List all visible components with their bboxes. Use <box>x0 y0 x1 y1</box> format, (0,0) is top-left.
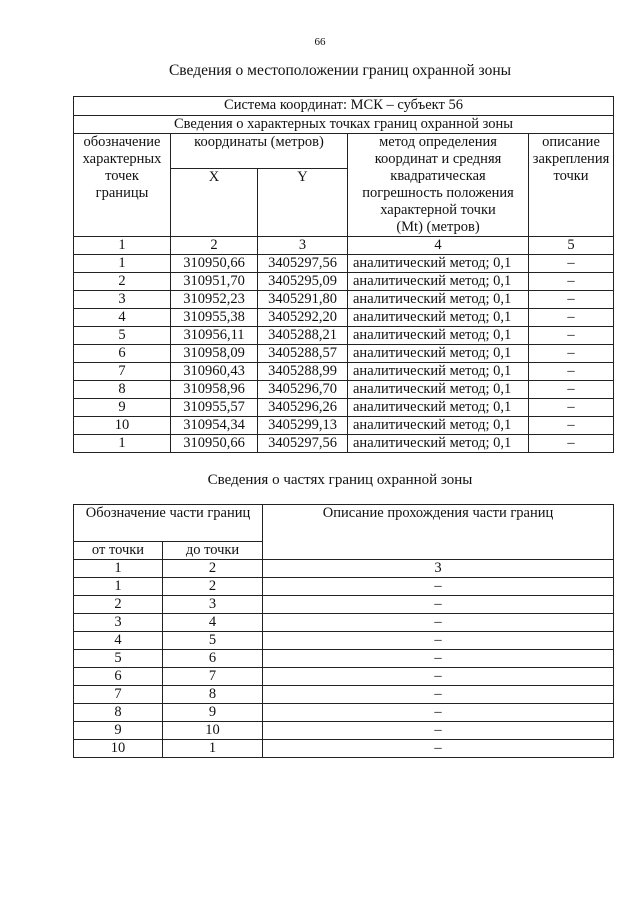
description-cell: – <box>529 273 614 291</box>
column-number: 1 <box>74 237 171 255</box>
table-subtitle: Сведения о характерных точках границ охранной зоны <box>74 116 614 134</box>
coord-system-header: Система координат: МСК – субъект 56 <box>74 97 614 116</box>
header-point-designation <box>74 134 171 237</box>
description-cell: – <box>529 399 614 417</box>
x-coordinate-cell: 310955,57 <box>171 399 258 417</box>
table-row <box>74 722 614 740</box>
from-point-cell: 3 <box>74 614 163 632</box>
to-point-cell: 6 <box>163 650 263 668</box>
header-text: характерной точки <box>380 202 496 218</box>
to-point-cell: 4 <box>163 614 263 632</box>
to-point-cell: 8 <box>163 686 263 704</box>
point-cell: 9 <box>74 399 171 417</box>
table-row <box>74 273 614 291</box>
y-coordinate-cell: 3405288,57 <box>258 345 348 363</box>
description-cell: – <box>529 363 614 381</box>
x-coordinate-cell: 310956,11 <box>171 327 258 345</box>
description-cell: – <box>529 255 614 273</box>
header-method <box>348 134 529 237</box>
boundary-parts-table <box>73 504 614 758</box>
to-point-cell: 9 <box>163 704 263 722</box>
table-row <box>74 291 614 309</box>
point-cell: 3 <box>74 291 171 309</box>
header-to-point: до точки <box>163 542 263 560</box>
point-cell: 10 <box>74 417 171 435</box>
method-cell: аналитический метод; 0,1 <box>348 399 529 417</box>
table-row <box>74 309 614 327</box>
table-row <box>74 704 614 722</box>
x-coordinate-cell: 310958,09 <box>171 345 258 363</box>
column-number-row <box>74 237 614 255</box>
method-cell: аналитический метод; 0,1 <box>348 291 529 309</box>
header-x: X <box>171 169 258 237</box>
header-part-description: Описание прохождения части границ <box>263 505 614 560</box>
boundary-points-table <box>73 96 614 453</box>
part-description-cell: – <box>263 686 614 704</box>
table-row <box>74 363 614 381</box>
to-point-cell: 5 <box>163 632 263 650</box>
column-number-row <box>74 560 614 578</box>
from-point-cell: 1 <box>74 578 163 596</box>
header-text: характерных <box>82 151 162 167</box>
point-cell: 2 <box>74 273 171 291</box>
header-text: точки <box>553 168 589 184</box>
column-number: 5 <box>529 237 614 255</box>
table-row <box>74 668 614 686</box>
part-description-cell: – <box>263 740 614 758</box>
from-point-cell: 10 <box>74 740 163 758</box>
section1-title: Сведения о местоположении границ охранной зоны <box>168 62 512 79</box>
description-cell: – <box>529 309 614 327</box>
header-text: метод определения <box>379 134 497 150</box>
part-description-cell: – <box>263 614 614 632</box>
x-coordinate-cell: 310955,38 <box>171 309 258 327</box>
from-point-cell: 7 <box>74 686 163 704</box>
part-description-cell: – <box>263 704 614 722</box>
table-row <box>74 327 614 345</box>
description-cell: – <box>529 435 614 453</box>
table-row <box>74 596 614 614</box>
from-point-cell: 2 <box>74 596 163 614</box>
y-coordinate-cell: 3405297,56 <box>258 255 348 273</box>
column-number: 1 <box>74 560 163 578</box>
description-cell: – <box>529 327 614 345</box>
to-point-cell: 1 <box>163 740 263 758</box>
part-description-cell: – <box>263 596 614 614</box>
method-cell: аналитический метод; 0,1 <box>348 273 529 291</box>
header-text: погрешность положения <box>362 185 514 201</box>
from-point-cell: 5 <box>74 650 163 668</box>
from-point-cell: 9 <box>74 722 163 740</box>
header-text: точек <box>105 168 139 184</box>
table-row <box>74 686 614 704</box>
from-point-cell: 8 <box>74 704 163 722</box>
method-cell: аналитический метод; 0,1 <box>348 255 529 273</box>
x-coordinate-cell: 310952,23 <box>171 291 258 309</box>
table-row <box>74 381 614 399</box>
header-part-designation: Обозначение части границ <box>74 505 263 542</box>
header-text: границы <box>95 185 149 201</box>
y-coordinate-cell: 3405297,56 <box>258 435 348 453</box>
y-coordinate-cell: 3405288,21 <box>258 327 348 345</box>
table-row <box>74 740 614 758</box>
part-description-cell: – <box>263 722 614 740</box>
point-cell: 1 <box>74 255 171 273</box>
table-row <box>74 255 614 273</box>
method-cell: аналитический метод; 0,1 <box>348 327 529 345</box>
x-coordinate-cell: 310960,43 <box>171 363 258 381</box>
y-coordinate-cell: 3405296,70 <box>258 381 348 399</box>
description-cell: – <box>529 381 614 399</box>
y-coordinate-cell: 3405291,80 <box>258 291 348 309</box>
y-coordinate-cell: 3405288,99 <box>258 363 348 381</box>
section2-title: Сведения о частях границ охранной зоны <box>207 472 473 488</box>
header-text: обозначение <box>83 134 161 150</box>
header-coordinates: координаты (метров) <box>171 134 348 169</box>
part-description-cell: – <box>263 650 614 668</box>
y-coordinate-cell: 3405292,20 <box>258 309 348 327</box>
header-text: описание <box>542 134 600 150</box>
table-row <box>74 399 614 417</box>
method-cell: аналитический метод; 0,1 <box>348 363 529 381</box>
table-row <box>74 632 614 650</box>
header-text: координат и средняя <box>374 151 502 167</box>
point-cell: 8 <box>74 381 171 399</box>
to-point-cell: 3 <box>163 596 263 614</box>
method-cell: аналитический метод; 0,1 <box>348 381 529 399</box>
to-point-cell: 10 <box>163 722 263 740</box>
x-coordinate-cell: 310958,96 <box>171 381 258 399</box>
x-coordinate-cell: 310951,70 <box>171 273 258 291</box>
description-cell: – <box>529 291 614 309</box>
point-cell: 6 <box>74 345 171 363</box>
header-y: Y <box>258 169 348 237</box>
y-coordinate-cell: 3405295,09 <box>258 273 348 291</box>
part-description-cell: – <box>263 632 614 650</box>
table-row <box>74 435 614 453</box>
table-row <box>74 578 614 596</box>
from-point-cell: 4 <box>74 632 163 650</box>
table-row <box>74 417 614 435</box>
x-coordinate-cell: 310950,66 <box>171 255 258 273</box>
table-row <box>74 650 614 668</box>
method-cell: аналитический метод; 0,1 <box>348 417 529 435</box>
point-cell: 1 <box>74 435 171 453</box>
column-number: 3 <box>258 237 348 255</box>
header-text: квадратическая <box>390 168 486 184</box>
table-row <box>74 345 614 363</box>
to-point-cell: 2 <box>163 578 263 596</box>
description-cell: – <box>529 345 614 363</box>
column-number: 2 <box>163 560 263 578</box>
x-coordinate-cell: 310954,34 <box>171 417 258 435</box>
y-coordinate-cell: 3405296,26 <box>258 399 348 417</box>
description-cell: – <box>529 417 614 435</box>
part-description-cell: – <box>263 578 614 596</box>
point-cell: 7 <box>74 363 171 381</box>
x-coordinate-cell: 310950,66 <box>171 435 258 453</box>
column-number: 2 <box>171 237 258 255</box>
method-cell: аналитический метод; 0,1 <box>348 435 529 453</box>
point-cell: 5 <box>74 327 171 345</box>
part-description-cell: – <box>263 668 614 686</box>
to-point-cell: 7 <box>163 668 263 686</box>
header-from-point: от точки <box>74 542 163 560</box>
table-row <box>74 614 614 632</box>
point-cell: 4 <box>74 309 171 327</box>
column-number: 4 <box>348 237 529 255</box>
header-description <box>529 134 614 237</box>
from-point-cell: 6 <box>74 668 163 686</box>
page-number: 66 <box>314 36 326 48</box>
header-text: закрепления <box>532 151 610 167</box>
method-cell: аналитический метод; 0,1 <box>348 345 529 363</box>
header-text: (Mt) (метров) <box>396 219 480 235</box>
y-coordinate-cell: 3405299,13 <box>258 417 348 435</box>
column-number: 3 <box>263 560 614 578</box>
method-cell: аналитический метод; 0,1 <box>348 309 529 327</box>
